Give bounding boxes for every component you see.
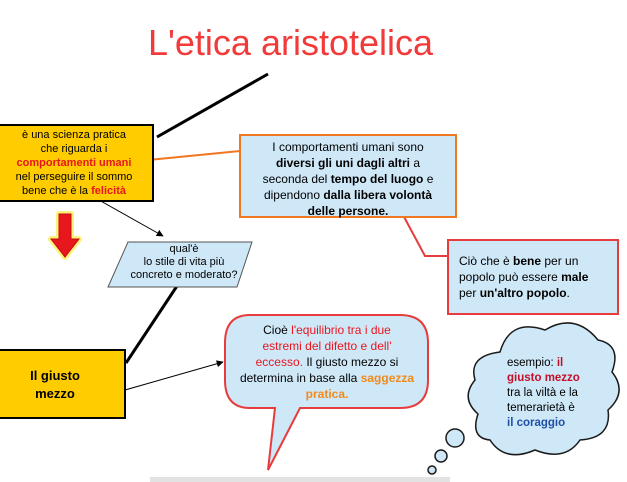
cloud-blue-1: il coraggio <box>507 417 566 429</box>
definition-line-4: bene che è la <box>22 185 92 197</box>
cloud-line-3: tra la viltà e la <box>507 387 578 399</box>
question-line-1: qual'è <box>169 243 199 255</box>
cloud-red-1: il <box>556 357 564 369</box>
cloud-pre: esempio: <box>507 357 557 369</box>
bubble-red-3: eccesso. <box>255 355 303 369</box>
good-bold-3: un'altro popolo <box>479 286 567 300</box>
cloud-line-4: temerarietà è <box>507 402 575 414</box>
horizontal-scrollbar[interactable] <box>150 477 450 482</box>
good-line-3-end: . <box>566 286 570 300</box>
giusto-mezzo-line-2: mezzo <box>35 386 75 401</box>
giusto-mezzo-line-1: Il giusto <box>30 368 80 383</box>
title-connector-line <box>157 74 268 137</box>
bubble-red-1: l'equilibrio tra i due <box>291 323 391 337</box>
behaviours-line-4-pre: dipendono <box>263 188 324 202</box>
definition-line-1: è una scienza pratica <box>22 129 126 141</box>
question-line-2: lo stile di vita più <box>143 256 225 268</box>
bubble-orange-2: pratica. <box>305 387 349 401</box>
behaviours-line-2-end: a <box>410 156 421 170</box>
good-line-3-pre: per <box>459 286 480 300</box>
behaviours-line-1: I comportamenti umani sono <box>272 140 424 154</box>
down-arrow-icon <box>51 214 79 257</box>
definition-highlight-1: comportamenti umani <box>16 157 132 169</box>
bubble-orange-1: saggezza <box>360 371 415 385</box>
good-line-2-pre: popolo può essere <box>459 270 562 284</box>
bubble-pre: Cioè <box>263 323 292 337</box>
behaviours-bold-1: diversi gli uni dagli altri <box>275 156 410 170</box>
question-line-3: concreto e moderato? <box>130 269 238 281</box>
definition-line-3: nel perseguire il sommo <box>15 171 133 183</box>
behaviours-line-3-pre: seconda del <box>262 172 331 186</box>
thought-cloud-text <box>507 356 607 431</box>
behaviours-bold-3: dalla libera volontà <box>323 188 433 202</box>
behaviours-line-3-end: e <box>423 172 434 186</box>
question-text <box>122 243 246 282</box>
page-title: L'etica aristotelica <box>148 22 434 63</box>
cloud-red-2: giusto mezzo <box>507 372 580 384</box>
definition-line-2: che riguarda i <box>40 143 108 155</box>
behaviours-text <box>243 139 453 219</box>
definition-highlight-2: felicità <box>91 185 126 197</box>
bubble-red-2: estremi del difetto e dell' <box>262 339 392 353</box>
good-bold-2: male <box>561 270 589 284</box>
definition-text <box>0 128 152 198</box>
speech-bubble-text <box>228 322 426 402</box>
behaviours-bold-2: tempo del luogo <box>330 172 424 186</box>
question-to-giusto-line <box>126 286 177 363</box>
bubble-mid: Il giusto mezzo si <box>302 355 399 369</box>
behaviours-bold-4: delle persone. <box>307 204 389 218</box>
giusto-to-bubble-arrow <box>125 362 223 390</box>
good-line-1-end: per un <box>541 254 579 268</box>
good-line-1-pre: Ciò che è <box>459 254 514 268</box>
good-bold-1: bene <box>513 254 542 268</box>
good-evil-text <box>459 253 611 301</box>
bubble-line-5: determina in base alla <box>239 371 361 385</box>
giusto-mezzo-text <box>5 367 105 403</box>
